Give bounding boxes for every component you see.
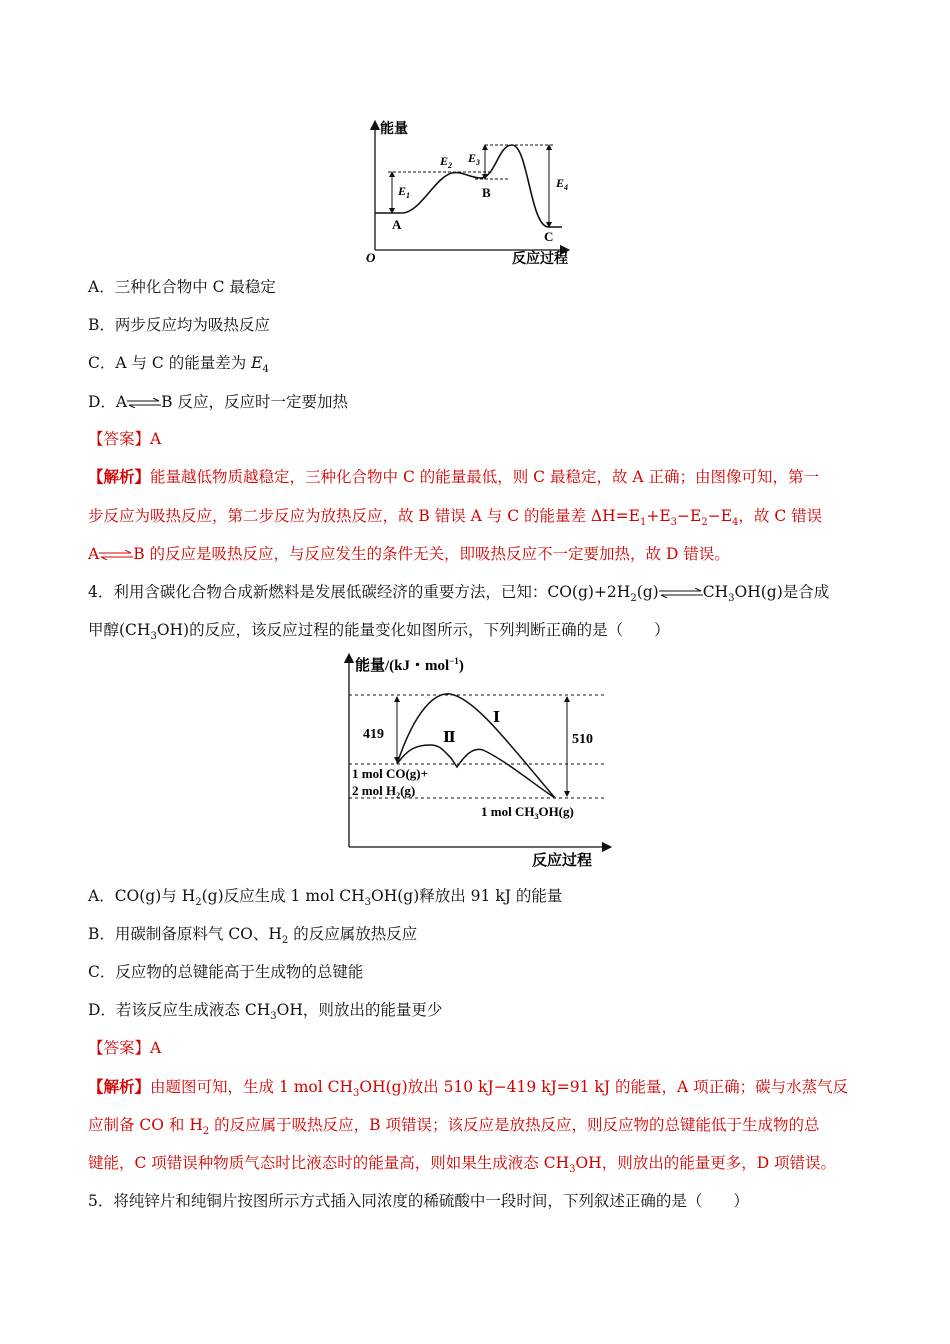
q3-option-a: A．三种化合物中 C 最稳定 (88, 278, 276, 296)
q4-stem-2: 甲醇$(CH_3OH)$的反应，该反应过程的能量变化如图所示，下列判断正确的是（ ） (88, 621, 670, 643)
q4-answer: 【答案】A (88, 1039, 162, 1057)
energy-diagram-2 (335, 650, 615, 872)
fig2-curve-2: Ⅱ (443, 730, 456, 746)
fig1-label-e2: $E_2$ (440, 154, 453, 170)
fig1-ylabel: 能量 (380, 122, 408, 137)
q4-option-b: B．用碳制备原料气 CO、$H_2$ 的反应属放热反应 (88, 925, 418, 947)
q4-option-d: D．若该反应生成液态 $CH_3OH$，则放出的能量更少 (88, 1001, 443, 1023)
equilibrium-arrow-icon (127, 398, 161, 408)
q3-option-d: D．A B 反应，反应时一定要加热 (88, 393, 348, 411)
equilibrium-arrow-icon (659, 588, 703, 598)
q4-option-a: A．CO(g)与 $H_2(g)$反应生成 1 mol $CH_3OH(g)$释放出 91 kJ 的能量 (88, 887, 563, 909)
q4-stem-1: 4．利用含碳化合物合成新燃料是发展低碳经济的重要方法，已知：$CO(g)+2H_2(g)$ $CH_3OH(g)$是合成 (88, 583, 830, 605)
q3-option-b: B．两步反应均为吸热反应 (88, 316, 270, 334)
q4-analysis-2: 应制备 CO 和 $H_2$ 的反应属于吸热反应，B 项错误；该反应是放热反应，则反应物的总键能低于生成物的总 (88, 1116, 820, 1138)
fig1-label-e3: $E_3$ (468, 151, 481, 167)
fig2-reactants-1: 1 mol CO(g)+ (352, 766, 429, 781)
q5-stem: 5．将纯锌片和纯铜片按图所示方式插入同浓度的稀硫酸中一段时间，下列叙述正确的是（ ） (88, 1192, 749, 1210)
fig1-origin: O (366, 250, 376, 265)
q3-analysis-1: 【解析】能量越低物质越稳定，三种化合物中 C 的能量最低，则 C 最稳定，故 A 正确；由图像可知，第一 (88, 467, 819, 486)
fig1-label-e1: $E_1$ (398, 184, 411, 200)
equilibrium-arrow-icon (99, 550, 133, 560)
q4-option-c: C．反应物的总键能高于生成物的总键能 (88, 963, 364, 981)
fig1-label-e4: $E_4$ (556, 176, 569, 192)
fig1-label-a: A (392, 217, 402, 232)
q3-analysis-3: A B 的反应是吸热反应，与反应发生的条件无关，即吸热反应不一定要加热，故 D 错误。 (88, 545, 730, 563)
q4-analysis-3: 键能，C 项错误种物质气态时比液态时的能量高，则如果生成液态 $CH_3OH$，则放出的能量更多，D 项错误。 (88, 1154, 837, 1176)
fig2-ylabel: 能量/(kJ・mol$^{-1}$) (355, 656, 464, 674)
q3-option-c: C．A 与 C 的能量差为 $E_4$ (88, 354, 269, 376)
fig1-xlabel: 反应过程 (512, 252, 568, 267)
energy-diagram-1 (340, 115, 590, 267)
fig1-label-b: B (482, 185, 491, 200)
fig2-curve-1: Ⅰ (493, 710, 501, 726)
fig2-reactants-2: 2 mol $H_2(g)$ (352, 783, 416, 800)
fig2-xlabel: 反应过程 (532, 853, 593, 869)
q3-analysis-2: 步反应为吸热反应，第二步反应为放热反应，故 B 错误 A 与 C 的能量差 $\Delta H=E_1+E_3-E_2-E_4$，故 C 错误 (88, 507, 823, 529)
fig2-value-510: 510 (572, 732, 593, 747)
fig2-value-419: 419 (363, 727, 384, 742)
fig1-label-c: C (544, 229, 554, 244)
q3-answer: 【答案】A (88, 430, 162, 448)
fig2-product: 1 mol $CH_3OH(g)$ (481, 804, 574, 821)
q4-analysis-1: 【解析】由题图可知，生成 1 mol $CH_3OH(g)$放出 510 kJ−419 kJ=91 kJ 的能量，A 项正确；碳与水蒸气反 (88, 1077, 849, 1100)
